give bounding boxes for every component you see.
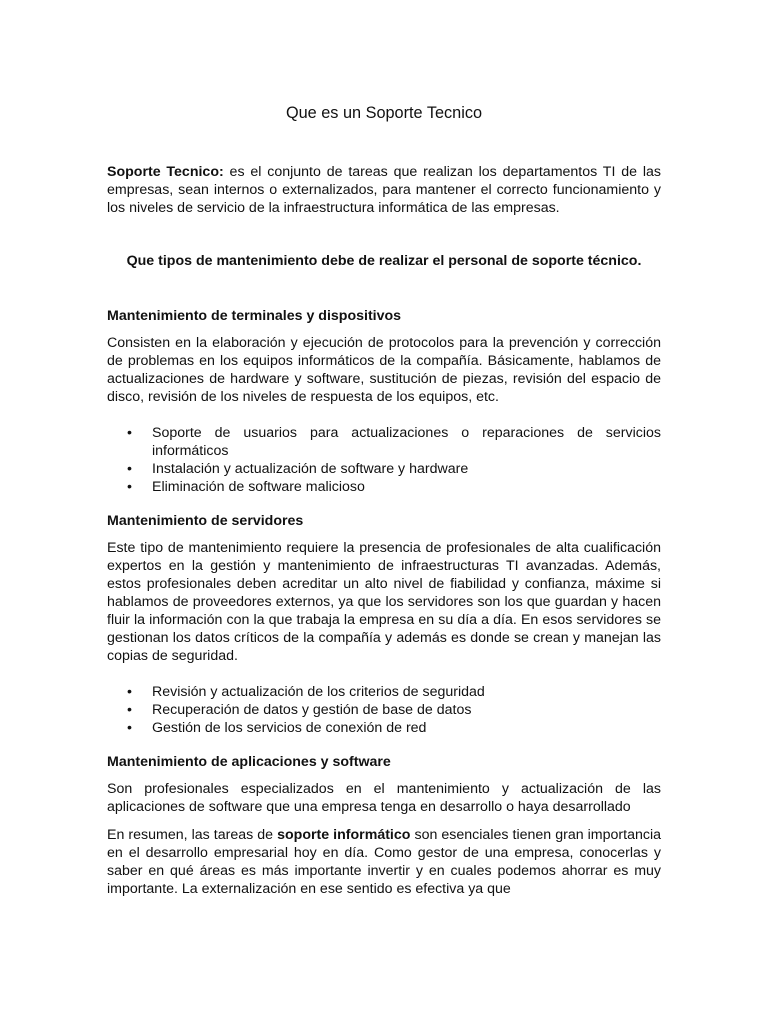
section-heading-aplicaciones: Mantenimiento de aplicaciones y software	[107, 754, 391, 770]
intro-text: es el conjunto de tareas que realizan los departamentos TI de las empresas, sean internos o externalizados, para mantener el correcto funcionamiento y los niveles de servicio de la infraestructura informática de las empresas.	[107, 164, 661, 216]
section-heading-servidores: Mantenimiento de servidores	[107, 513, 304, 529]
section-paragraph-aplicaciones: Son profesionales especializados en el mantenimiento y actualización de las aplicaciones de software que una empresa tenga en desarrollo o haya desarrollado	[107, 781, 661, 815]
summary-emphasis: soporte informático	[277, 827, 411, 843]
list-item: • Recuperación de datos y gestión de base de datos	[107, 701, 661, 719]
section-paragraph-terminales: Consisten en la elaboración y ejecución de protocolos para la prevención y corrección de problemas en los equipos informáticos de la compañía. Básicamente, hablamos de actualizaciones de hardware y software, sustitución de piezas, revisión del espacio de disco, revisión de los niveles de respuesta de los equipos, etc.	[107, 335, 661, 405]
list-item: • Instalación y actualización de software y hardware	[107, 460, 661, 478]
summary-before: En resumen, las tareas de	[107, 827, 278, 843]
list-item: • Gestión de los servicios de conexión de red	[107, 719, 661, 737]
intro-term: Soporte Tecnico:	[107, 164, 224, 180]
summary-after: son esenciales tienen gran importancia en el desarrollo empresarial hoy en día. Como gestor de una empresa, conocerlas y saber en qué áreas es más importante invertir y en cuales podemos ahorrar es muy importante. La externalización en ese sentido es efectiva ya que	[107, 827, 661, 897]
document-title: Que es un Soporte Tecnico	[285, 104, 483, 122]
section-heading-terminales: Mantenimiento de terminales y dispositivos	[107, 308, 402, 324]
intro-paragraph	[107, 163, 661, 217]
question-heading: Que tipos de mantenimiento debe de realizar el personal de soporte técnico.	[126, 253, 642, 269]
document-body	[107, 103, 661, 898]
list-item: • Eliminación de software malicioso	[107, 478, 661, 496]
bullet-list-servidores	[107, 683, 661, 737]
list-item: • Revisión y actualización de los criterios de seguridad	[107, 683, 661, 701]
bullet-list-terminales	[107, 424, 661, 496]
list-item: • Soporte de usuarios para actualizaciones o reparaciones de servicios informáticos	[107, 424, 661, 460]
section-paragraph-servidores: Este tipo de mantenimiento requiere la presencia de profesionales de alta cualificación expertos en la gestión y mantenimiento de infraestructuras TI avanzadas. Además, estos profesionales deben acreditar un alto nivel de fiabilidad y confianza, máxime si hablamos de proveedores externos, ya que los servidores son los que guardan y hacen fluir la información con la que trabaja la empresa en su día a día. En esos servidores se gestionan los datos críticos de la compañía y además es donde se crean y manejan las copias de seguridad.	[107, 540, 661, 664]
summary-paragraph	[107, 826, 661, 898]
